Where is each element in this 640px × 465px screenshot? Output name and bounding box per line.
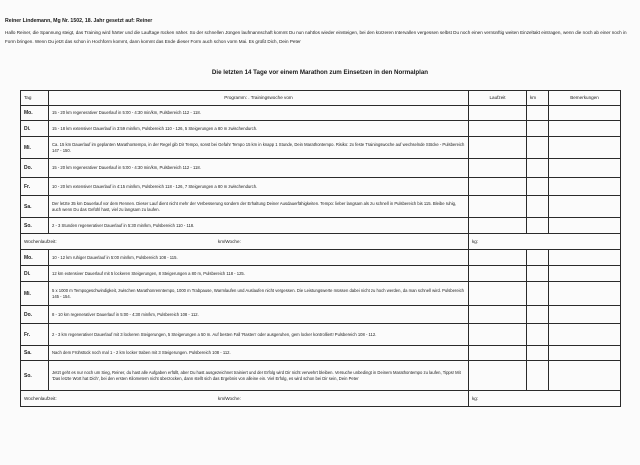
table-row bbox=[21, 250, 621, 266]
training-plan-table bbox=[20, 90, 621, 407]
col-km: km bbox=[527, 91, 549, 106]
day-label: So. bbox=[21, 361, 49, 391]
day-label: Fr. bbox=[21, 178, 49, 196]
day-label: So. bbox=[21, 218, 49, 234]
bemerkung-cell bbox=[549, 250, 621, 266]
laufzeit-cell bbox=[469, 250, 527, 266]
day-label: Sa. bbox=[21, 196, 49, 218]
program-text: Jetzt geht es nur noch um Sieg, Reiner, du hast alle Aufgaben erfüllt, aber Du hast ausgezeichnet trainiert und der Erfolg wird Dir nicht verwehrt bleiben. Versuche unbedingt in Deinem Marathontempo zu laufen, Tipps! Mit 'Das letzte Wort hat Dich', bei den ersten Kilometern nicht überzocken, dann stellt sich das Ergebnis von alleine ein. Viel Erfolg, es wird schon bei Dir sein, Dein Peter bbox=[49, 361, 469, 391]
km-cell bbox=[527, 306, 549, 324]
kg-label: kg: bbox=[472, 395, 479, 401]
col-programm: Programm: . Trainingswoche vom bbox=[49, 91, 469, 106]
table-row bbox=[21, 306, 621, 324]
wochenlaufzeit-label: Wochenlaufzeit: bbox=[24, 238, 57, 244]
km-cell bbox=[527, 266, 549, 282]
day-label: Mo. bbox=[21, 106, 49, 121]
program-text: 8 - 10 km regenerativer Dauerlauf in 5:00 - 4:30 min/km, Pulsbereich 108 - 112. bbox=[49, 306, 469, 324]
table-row bbox=[21, 346, 621, 361]
bemerkung-cell bbox=[549, 266, 621, 282]
table-row bbox=[21, 324, 621, 346]
bemerkung-cell bbox=[549, 121, 621, 137]
table-row bbox=[21, 361, 621, 391]
day-label: Mo. bbox=[21, 250, 49, 266]
program-text: 5 x 1000 m Tempogeschwindigkeit, zwischen Marathonrenntempo, 1000 m Trabpause, Warmlaufen und Auslaufen nicht vergessen. Die Leistungswerte müssen dabei nicht zu hoch werden, da man schnell wird. Pulsbereich 145 - 154. bbox=[49, 282, 469, 306]
laufzeit-cell bbox=[469, 346, 527, 361]
km-cell bbox=[527, 250, 549, 266]
table-row bbox=[21, 196, 621, 218]
laufzeit-cell bbox=[469, 196, 527, 218]
km-cell bbox=[527, 361, 549, 391]
table-row bbox=[21, 178, 621, 196]
wochenlaufzeit-label: Wochenlaufzeit: bbox=[24, 395, 57, 401]
header-line: Reiner Lindemann, Mg Nr. 1502, 18. Jahr gesetzt auf: Reiner bbox=[5, 18, 153, 24]
day-label: Di. bbox=[21, 266, 49, 282]
table-row bbox=[21, 282, 621, 306]
day-label: Di. bbox=[21, 121, 49, 137]
intro-text: Hallo Reiner, die Spannung steigt, das Training wird härter und die Lauftage rücken näher. So der schnellen Jüngen laufmannschaft kommt Du nun nahtlos wieder einsteigen, bei den kürzeren Intervallen vergessen selbst Du noch einen vernünftig weiten Einzeltakt eintragen, wenn die noch ab einer noch in Form bringen. Wenn Du jetzt das schon in Hochform kommt, dann kommt das Ende dieser Form auch schon vorm Mai. Es grüßt Dich, Dein Peter bbox=[5, 30, 627, 44]
day-label: Mi. bbox=[21, 137, 49, 159]
table-row bbox=[21, 106, 621, 121]
laufzeit-cell bbox=[469, 137, 527, 159]
bemerkung-cell bbox=[549, 361, 621, 391]
program-text: 15 - 20 km regenerativer Dauerlauf in 5:00 - 4:30 min/km, Pulsbereich 112 - 118. bbox=[49, 159, 469, 178]
program-text: 15 - 18 km extensiver Dauerlauf in 3:59 min/km, Pulsbereich 110 - 126, 5 Steigerungen a 80 m zwischendurch. bbox=[49, 121, 469, 137]
bemerkung-cell bbox=[549, 196, 621, 218]
kg-label: kg: bbox=[472, 238, 479, 244]
laufzeit-cell bbox=[469, 178, 527, 196]
program-text: 10 - 20 km extensiver Dauerlauf in 4:15 min/km, Pulsbereich 118 - 126, 7 Steigerungen a 80 m zwischendurch. bbox=[49, 178, 469, 196]
bemerkung-cell bbox=[549, 137, 621, 159]
km-cell bbox=[527, 282, 549, 306]
bemerkung-cell bbox=[549, 178, 621, 196]
day-label: Do. bbox=[21, 306, 49, 324]
km-cell bbox=[527, 324, 549, 346]
program-text: 2 - 3 km regenerativer Dauerlauf mit 3 lockeren Steigerungen, 5 Steigerungen a 50 m. Auf besten Fall 'Rasten' oder ausgeruhen, gem locker kontrolliert! Pulsbereich 108 - 112. bbox=[49, 324, 469, 346]
col-tag: Tag bbox=[21, 91, 49, 106]
km-woche-label: km/Woche: bbox=[217, 238, 241, 244]
laufzeit-cell bbox=[469, 121, 527, 137]
km-cell bbox=[527, 137, 549, 159]
laufzeit-cell bbox=[469, 266, 527, 282]
laufzeit-cell bbox=[469, 324, 527, 346]
laufzeit-cell bbox=[469, 306, 527, 324]
weekly-summary-cell bbox=[21, 391, 469, 407]
km-cell bbox=[527, 121, 549, 137]
bemerkung-cell bbox=[549, 346, 621, 361]
table-header-row bbox=[21, 91, 621, 106]
col-bemerkungen: Bemerkungen bbox=[549, 91, 621, 106]
program-text: 10 - 12 km ruhiger Dauerlauf in 5:00 min/km, Pulsbereich 108 - 115. bbox=[49, 250, 469, 266]
program-text: 2 - 3 Stunden regenerativer Dauerlauf in 5:30 min/km, Pulsbereich 110 - 118. bbox=[49, 218, 469, 234]
table-row bbox=[21, 159, 621, 178]
km-cell bbox=[527, 346, 549, 361]
km-cell bbox=[527, 196, 549, 218]
km-cell bbox=[527, 159, 549, 178]
laufzeit-cell bbox=[469, 106, 527, 121]
km-cell bbox=[527, 218, 549, 234]
km-cell bbox=[527, 106, 549, 121]
page-title: Die letzten 14 Tage vor einem Marathon zum Einsetzen in den Normalplan bbox=[211, 69, 429, 76]
table-row bbox=[21, 218, 621, 234]
bemerkung-cell bbox=[549, 324, 621, 346]
bemerkung-cell bbox=[549, 218, 621, 234]
program-text: Nach dem Frühstück noch mal 1 - 2 km locker traben mit 3 Steigerungen. Pulsbereich 108 - 112. bbox=[49, 346, 469, 361]
weekly-summary-row bbox=[21, 234, 621, 250]
kg-cell bbox=[469, 234, 621, 250]
day-label: Fr. bbox=[21, 324, 49, 346]
km-cell bbox=[527, 178, 549, 196]
program-text: 15 - 20 km regenerativer Dauerlauf in 5:00 - 4:30 min/km, Pulsbereich 112 - 118. bbox=[49, 106, 469, 121]
day-label: Do. bbox=[21, 159, 49, 178]
laufzeit-cell bbox=[469, 218, 527, 234]
program-text: Ca. 15 km Dauerlauf im geplanten Marathontempo, in der Regel gib Dir Tempo, sonst bei Gefahr Tempo 15 km in knapp 1 Stunde, Dein Marathontempo. Risiko: 2x feste Trainingswoche auf wechselnde Stöcke - Pulsbereich 147 - 150. bbox=[49, 137, 469, 159]
program-text: Der letzte 35 km Dauerlauf vor dem Rennen. Dieser Lauf dient nicht mehr der Verbesserung sondern der Erhaltung Deiner Ausdauerfähigkeiten. Tempo: lieber langsam als zu schnell in Pulsbereich bis 115. Bleibe ruhig, auch wenn Du das Gefühl hast, viel zu langsam zu laufen. bbox=[49, 196, 469, 218]
program-text: 12 km extensiver Dauerlauf mit 5 lockeren Steigerungen, 8 Steigerungen a 80 m, Pulsbereich 118 - 125. bbox=[49, 266, 469, 282]
table-row bbox=[21, 266, 621, 282]
bemerkung-cell bbox=[549, 106, 621, 121]
day-label: Sa. bbox=[21, 346, 49, 361]
weekly-summary-row bbox=[21, 391, 621, 407]
kg-cell bbox=[469, 391, 621, 407]
laufzeit-cell bbox=[469, 159, 527, 178]
table-row bbox=[21, 137, 621, 159]
day-label: Mi. bbox=[21, 282, 49, 306]
laufzeit-cell bbox=[469, 361, 527, 391]
km-woche-label: km/Woche: bbox=[217, 395, 241, 401]
bemerkung-cell bbox=[549, 306, 621, 324]
bemerkung-cell bbox=[549, 282, 621, 306]
bemerkung-cell bbox=[549, 159, 621, 178]
weekly-summary-cell bbox=[21, 234, 469, 250]
table-row bbox=[21, 121, 621, 137]
laufzeit-cell bbox=[469, 282, 527, 306]
col-laufzeit: Laufzeit bbox=[469, 91, 527, 106]
